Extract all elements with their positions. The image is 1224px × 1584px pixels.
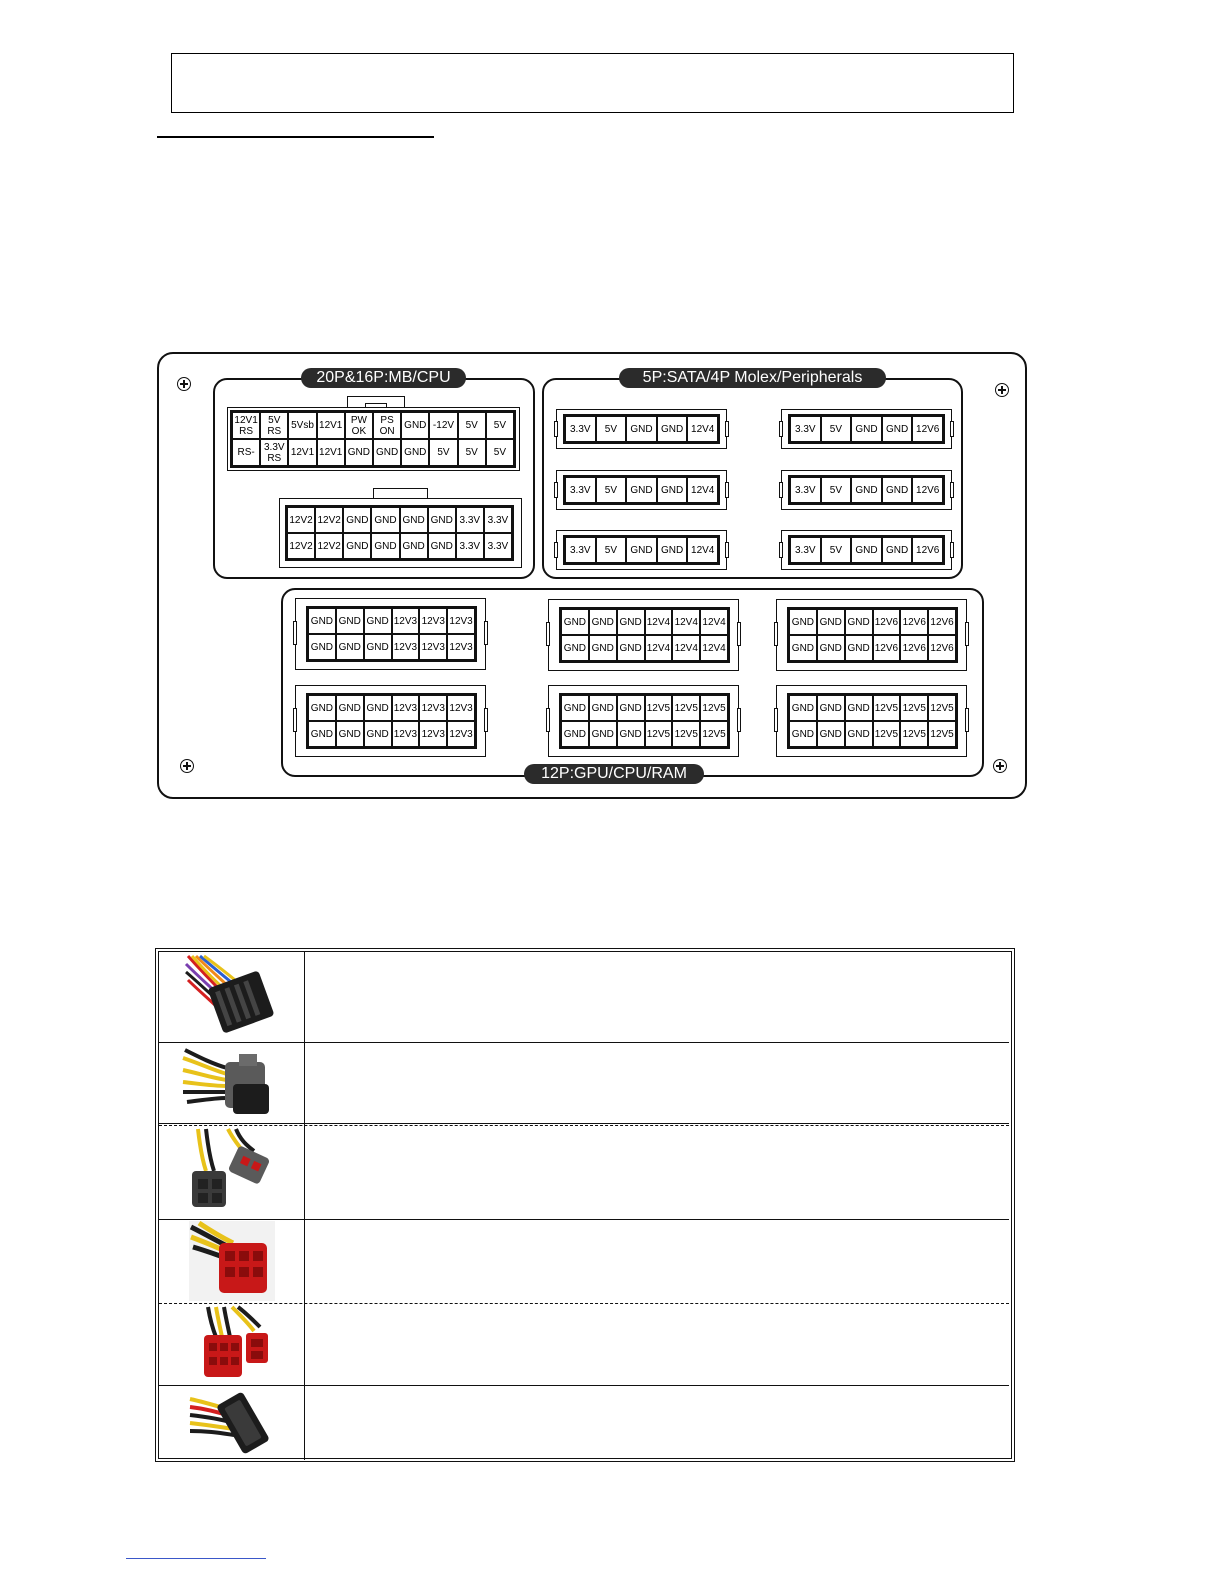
pin-label: 12V6 — [912, 416, 943, 442]
pin-label: 3.3V — [484, 507, 512, 533]
section-underline — [157, 136, 434, 138]
pin-label: GND — [345, 439, 373, 466]
pin-label: GND — [617, 635, 645, 661]
pin-label: 12V4 — [687, 416, 718, 442]
pin-label: 12V5 — [700, 721, 728, 747]
pcie-8pin-connector-icon — [189, 1221, 275, 1301]
table-row-separator — [159, 1219, 1009, 1220]
pin-label: 12V5 — [700, 695, 728, 721]
pin-label: 12V6 — [900, 635, 928, 661]
pin-label: GND — [373, 439, 401, 466]
pin-label: GND — [336, 608, 364, 634]
pin-label: GND — [400, 507, 428, 533]
pin-label: 12V6 — [912, 477, 943, 503]
pin-label: PW OK — [345, 412, 373, 439]
pin-label: 12V3 — [392, 695, 420, 721]
pin-label: 12V6 — [928, 609, 956, 635]
connector-ear — [546, 708, 550, 732]
pin-label: GND — [561, 695, 589, 721]
pin-label: GND — [882, 477, 913, 503]
sata-5pin-connector — [788, 414, 945, 444]
pin-label: GND — [882, 537, 913, 563]
connector-ear — [965, 622, 969, 646]
pin-label: GND — [308, 695, 336, 721]
gpu-12pin-housing — [295, 685, 486, 757]
mb-20pin-connector — [230, 410, 516, 468]
gpu-12pin-housing — [548, 599, 739, 671]
screw-icon — [180, 759, 194, 773]
pin-label: 5V — [821, 537, 852, 563]
connector-ear — [725, 421, 729, 437]
pin-label: GND — [336, 695, 364, 721]
pin-label: 5V — [486, 439, 514, 466]
pin-label: 3.3V — [565, 416, 596, 442]
pin-label: GND — [400, 533, 428, 559]
sata-5pin-housing — [781, 470, 952, 510]
gpu-cpu-ram-label: 12P:GPU/CPU/RAM — [524, 764, 704, 784]
pin-label: 12V4 — [700, 609, 728, 635]
gpu-12pin-connector — [559, 693, 730, 749]
pin-label: 12V1 — [317, 412, 345, 439]
pin-label: GND — [626, 537, 657, 563]
pin-label: GND — [817, 635, 845, 661]
pin-label: GND — [882, 416, 913, 442]
connector-ear — [950, 482, 954, 498]
connector-ear — [950, 421, 954, 437]
pin-label: GND — [789, 721, 817, 747]
pin-label: 12V3 — [419, 695, 447, 721]
pin-label: 12V5 — [873, 695, 901, 721]
pin-label: 12V3 — [419, 608, 447, 634]
pin-label: 5V — [458, 412, 486, 439]
pin-label: 3.3V — [790, 477, 821, 503]
connector-ear — [293, 708, 297, 732]
pin-label: GND — [589, 721, 617, 747]
pin-label: 3.3V — [484, 533, 512, 559]
pin-label: 5V — [596, 477, 627, 503]
pin-label: 12V3 — [419, 721, 447, 747]
cpu-16pin-connector — [285, 505, 514, 561]
sata-5pin-connector — [788, 475, 945, 505]
pcie-6plus2-connector-icon — [198, 1305, 274, 1381]
pin-label: GND — [789, 609, 817, 635]
pin-label: GND — [364, 721, 392, 747]
pin-label: 5V — [821, 416, 852, 442]
pin-label: GND — [851, 477, 882, 503]
sata-connector-icon — [188, 1389, 274, 1457]
pin-label: 5V — [596, 416, 627, 442]
table-row-separator — [159, 1125, 1009, 1126]
sata-5pin-connector — [788, 535, 945, 565]
connector-ear — [950, 542, 954, 558]
pin-label: 12V3 — [447, 721, 475, 747]
pin-label: GND — [845, 609, 873, 635]
sata-5pin-housing — [556, 530, 727, 570]
connector-ear — [554, 542, 558, 558]
connector-ear — [779, 482, 783, 498]
pin-label: GND — [845, 721, 873, 747]
cpu-4plus4-connector-icon — [184, 1127, 274, 1215]
eps-8pin-connector-icon — [181, 1044, 276, 1122]
gpu-12pin-connector — [787, 607, 958, 663]
pin-label: 12V5 — [645, 721, 673, 747]
pin-label: 12V2 — [287, 533, 315, 559]
pin-label: GND — [589, 609, 617, 635]
pin-label: GND — [589, 695, 617, 721]
pin-label: 12V5 — [672, 721, 700, 747]
connector-ear — [725, 542, 729, 558]
cpu-16pin-housing — [279, 498, 522, 568]
pin-label: 12V5 — [645, 695, 673, 721]
pin-label: 12V6 — [873, 635, 901, 661]
pin-label: GND — [589, 635, 617, 661]
header-box — [171, 53, 1014, 113]
connector-ear — [725, 482, 729, 498]
pin-label: GND — [845, 635, 873, 661]
pin-label: GND — [401, 439, 429, 466]
gpu-12pin-connector — [306, 606, 477, 662]
pin-label: GND — [851, 537, 882, 563]
pin-label: 12V6 — [900, 609, 928, 635]
pin-label: GND — [561, 609, 589, 635]
connector-ear — [779, 421, 783, 437]
pin-label: 12V4 — [700, 635, 728, 661]
pin-label: 12V6 — [873, 609, 901, 635]
pin-label: GND — [428, 507, 456, 533]
pin-label: 5Vsb — [288, 412, 316, 439]
pin-label: GND — [617, 695, 645, 721]
mb-20pin-housing — [227, 407, 520, 471]
pin-label: 12V5 — [873, 721, 901, 747]
connector-ear — [737, 622, 741, 646]
pin-label: GND — [789, 695, 817, 721]
connector-ear — [554, 421, 558, 437]
pin-label: GND — [626, 416, 657, 442]
pin-label: GND — [364, 634, 392, 660]
sata-5pin-connector — [563, 414, 720, 444]
pin-label: 3.3V — [456, 507, 484, 533]
pin-label: GND — [817, 695, 845, 721]
sata-5pin-housing — [556, 470, 727, 510]
pin-label: 12V1 — [288, 439, 316, 466]
pin-label: 12V3 — [447, 608, 475, 634]
connector-ear — [293, 621, 297, 645]
gpu-12pin-housing — [776, 599, 967, 671]
pin-label: GND — [657, 537, 688, 563]
pin-label: 5V RS — [260, 412, 288, 439]
pin-label: GND — [851, 416, 882, 442]
pin-label: 12V4 — [687, 477, 718, 503]
pin-label: 12V5 — [900, 721, 928, 747]
pin-label: 12V3 — [447, 695, 475, 721]
pin-label: -12V — [429, 412, 457, 439]
pin-label: 3.3V — [790, 537, 821, 563]
screw-icon — [177, 377, 191, 391]
screw-icon — [995, 383, 1009, 397]
connector-ear — [484, 708, 488, 732]
pin-label: PS ON — [373, 412, 401, 439]
gpu-12pin-housing — [548, 685, 739, 757]
pin-label: GND — [845, 695, 873, 721]
pin-label: GND — [817, 721, 845, 747]
pin-label: GND — [626, 477, 657, 503]
pin-label: 12V3 — [447, 634, 475, 660]
pin-label: 12V4 — [687, 537, 718, 563]
pin-label: 12V5 — [672, 695, 700, 721]
pin-label: GND — [561, 635, 589, 661]
gpu-12pin-connector — [787, 693, 958, 749]
table-row-separator — [159, 1385, 1009, 1386]
pin-label: 12V2 — [315, 507, 343, 533]
pin-label: 12V6 — [928, 635, 956, 661]
pin-label: GND — [401, 412, 429, 439]
connector-ear — [774, 622, 778, 646]
pin-label: 3.3V — [456, 533, 484, 559]
pin-label: 12V3 — [392, 721, 420, 747]
pin-label: RS- — [232, 439, 260, 466]
pin-label: 3.3V — [565, 477, 596, 503]
connector-ear — [965, 708, 969, 732]
connector-ear — [554, 482, 558, 498]
footer-link-underline — [126, 1558, 266, 1559]
pin-label: 12V4 — [672, 635, 700, 661]
gpu-12pin-connector — [306, 693, 477, 749]
table-row-separator — [159, 1042, 1009, 1043]
pin-label: GND — [657, 477, 688, 503]
gpu-12pin-housing — [776, 685, 967, 757]
pin-label: GND — [343, 533, 371, 559]
connector-ear — [546, 622, 550, 646]
pin-label: GND — [336, 634, 364, 660]
pin-label: 5V — [486, 412, 514, 439]
pin-label: 5V — [429, 439, 457, 466]
pin-label: 12V3 — [419, 634, 447, 660]
pin-label: 12V3 — [392, 634, 420, 660]
table-divider — [304, 952, 305, 1460]
pin-label: GND — [617, 721, 645, 747]
mb-cpu-label: 20P&16P:MB/CPU — [301, 368, 466, 388]
pin-label: GND — [364, 608, 392, 634]
connector-ear — [779, 542, 783, 558]
pin-label: 3.3V RS — [260, 439, 288, 466]
pin-label: GND — [817, 609, 845, 635]
pin-label: 5V — [458, 439, 486, 466]
gpu-12pin-connector — [559, 607, 730, 663]
atx-24pin-connector-icon — [184, 954, 274, 1034]
pin-label: 3.3V — [565, 537, 596, 563]
screw-icon — [993, 759, 1007, 773]
pin-label: 12V2 — [287, 507, 315, 533]
pin-label: 12V4 — [645, 609, 673, 635]
sata-5pin-housing — [556, 409, 727, 449]
pin-label: 12V6 — [912, 537, 943, 563]
pin-label: GND — [371, 533, 399, 559]
pin-label: GND — [561, 721, 589, 747]
pin-label: 12V1 — [317, 439, 345, 466]
pin-label: 12V2 — [315, 533, 343, 559]
table-row-separator — [159, 1303, 1009, 1304]
pin-label: GND — [343, 507, 371, 533]
pin-label: 3.3V — [790, 416, 821, 442]
sata-5pin-housing — [781, 530, 952, 570]
pin-label: 12V4 — [672, 609, 700, 635]
sata-5pin-connector — [563, 535, 720, 565]
pin-label: 5V — [821, 477, 852, 503]
pin-label: 12V5 — [900, 695, 928, 721]
pin-label: 12V4 — [645, 635, 673, 661]
pin-label: 12V3 — [392, 608, 420, 634]
pin-label: GND — [617, 609, 645, 635]
pin-label: GND — [308, 608, 336, 634]
gpu-12pin-housing — [295, 598, 486, 670]
connector-ear — [737, 708, 741, 732]
pin-label: GND — [308, 721, 336, 747]
table-row-separator — [159, 1123, 1009, 1124]
pin-label: GND — [336, 721, 364, 747]
connector-ear — [774, 708, 778, 732]
pin-label: 12V1 RS — [232, 412, 260, 439]
pin-label: 5V — [596, 537, 627, 563]
pin-label: GND — [428, 533, 456, 559]
pin-label: GND — [364, 695, 392, 721]
sata-5pin-connector — [563, 475, 720, 505]
sata-molex-label: 5P:SATA/4P Molex/Peripherals — [619, 368, 886, 388]
pin-label: 12V5 — [928, 695, 956, 721]
pin-label: GND — [371, 507, 399, 533]
pin-label: GND — [789, 635, 817, 661]
pin-label: 12V5 — [928, 721, 956, 747]
sata-5pin-housing — [781, 409, 952, 449]
connector-ear — [484, 621, 488, 645]
pin-label: GND — [308, 634, 336, 660]
pin-label: GND — [657, 416, 688, 442]
